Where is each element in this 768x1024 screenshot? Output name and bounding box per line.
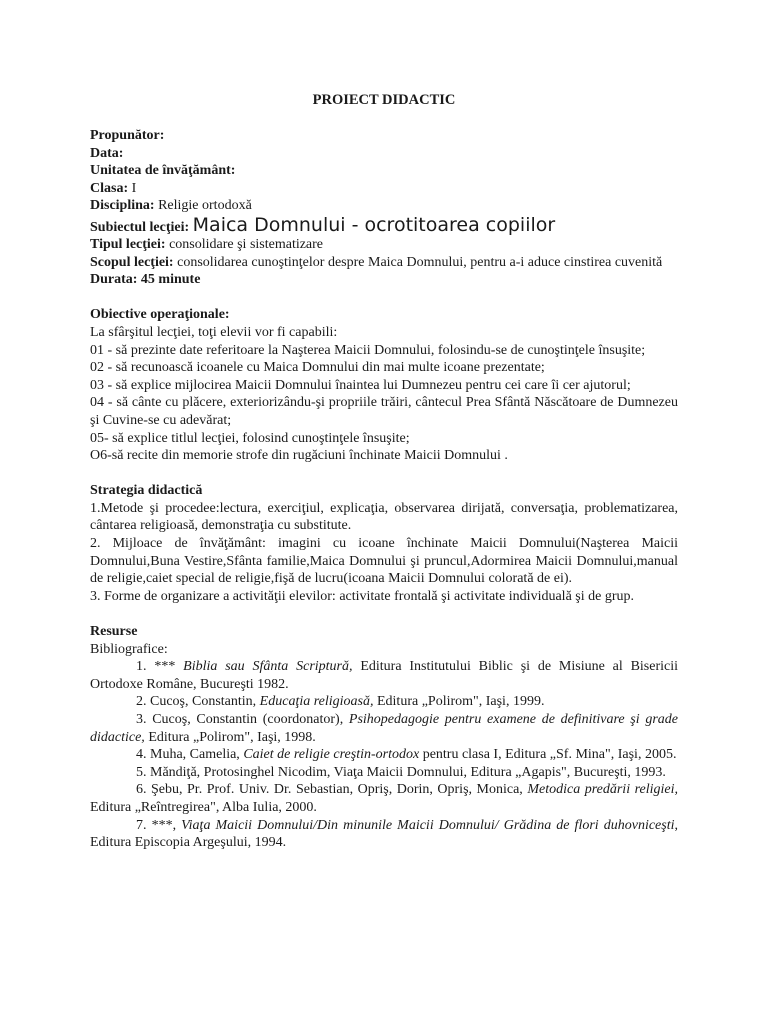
unitatea-label: Unitatea de învăţământ: bbox=[90, 163, 236, 179]
objective-item: 01 - să prezinte date referitoare la Naşterea Maicii Domnului, folosindu-se de cunoştinţele însuşite; bbox=[90, 342, 646, 358]
bibliography-item: 3. Cucoş, Constantin (coordonator), Psihopedagogie pentru examene de definitivare şi grade didactice, Editura „Polirom", Iaşi, 1998. bbox=[90, 712, 678, 745]
strategy-item: 2. Mijloace de învăţământ: imagini cu icoane închinate Maicii Domnului(Naşterea Maicii Domnului,Buna Vestire,Sfânta familie,Maica Domnului şi pruncul,Adormirea Maicii Domnului,manual de religie,caiet special de religie,fişă de lucru(icoana Maicii Domnului colorată de ei). bbox=[90, 536, 678, 587]
strategy-item: 3. Forme de organizare a activităţii elevilor: activitate frontală şi activitate individuală şi de grup. bbox=[90, 588, 634, 604]
strategy-item: 1.Metode şi procedee:lectura, exerciţiul, explicaţia, observarea dirijată, conversaţia, problematizarea, cântarea religioasă, demonstraţia cu substitute. bbox=[90, 500, 678, 534]
resources-subheading: Bibliografice: bbox=[90, 641, 168, 657]
objective-item: O6-să recite din memorie strofe din rugăciuni închinate Maicii Domnului . bbox=[90, 448, 508, 464]
objectives-intro: La sfârşitul lecţiei, toţi elevii vor fi capabili: bbox=[90, 324, 338, 340]
document-body bbox=[90, 127, 678, 852]
propunator-label: Propunător: bbox=[90, 128, 165, 143]
objectives-heading: Obiective operaţionale: bbox=[90, 307, 230, 323]
bibliography-item: 4. Muha, Camelia, Caiet de religie creştin-ortodox pentru clasa I, Editura „Sf. Mina", Iaşi, 2005. bbox=[136, 747, 677, 763]
bibliography-item: 7. ***, Viaţa Maicii Domnului/Din minunile Maicii Domnului/ Grădina de flori duhovniceşti, Editura Episcopia Argeşului, 1994. bbox=[90, 817, 679, 851]
document-title: PROIECT DIDACTIC bbox=[312, 92, 456, 108]
lesson-subject: Maica Domnului - ocrotitoarea copiilor bbox=[192, 213, 556, 236]
scop-line: Scopul lecţiei: consolidarea cunoştinţelor despre Maica Domnului, pentru a-i aduce cinstirea cuvenită bbox=[90, 254, 663, 270]
data-label: Data: bbox=[90, 145, 124, 161]
objective-item: 05- să explice titlul lecţiei, folosind cunoştinţele însuşite; bbox=[90, 430, 410, 446]
objective-item: 02 - să recunoască icoanele cu Maica Domnului din mai multe icoane prezentate; bbox=[90, 360, 545, 376]
tip-line: Tipul lecţiei: consolidare şi sistematizare bbox=[90, 236, 324, 252]
objective-item: 04 - să cânte cu plăcere, exteriorizându-şi propriile trăiri, cântecul Prea Sfântă Născătoare de Dumnezeu şi Cuvine-se cu adevărat; bbox=[90, 395, 678, 428]
clasa-line: Clasa: I bbox=[90, 180, 137, 196]
subiect-line: Subiectul lecţiei: Maica Domnului - ocrotitoarea copiilor bbox=[90, 213, 556, 236]
disciplina-line: Disciplina: Religie ortodoxă bbox=[90, 198, 252, 214]
bibliography-item: 2. Cucoş, Constantin, Educaţia religioasă, Editura „Polirom", Iaşi, 1999. bbox=[136, 694, 545, 710]
strategy-heading: Strategia didactică bbox=[90, 483, 203, 499]
bibliography-item: 6. Şebu, Pr. Prof. Univ. Dr. Sebastian, Opriş, Dorin, Opriş, Monica, Metodica predării religiei, Editura „Reîntregirea", Alba Iulia, 2000. bbox=[90, 782, 679, 815]
durata-line: Durata: 45 minute bbox=[90, 272, 201, 288]
objective-item: 03 - să explice mijlocirea Maicii Domnului înaintea lui Dumnezeu pentru cei care îi cer ajutorul; bbox=[90, 377, 631, 393]
bibliography-item: 1. *** Biblia sau Sfânta Scriptură, Editura Institutului Biblic şi de Misiune al Bisericii Ortodoxe Române, Bucureşti 1982. bbox=[90, 659, 679, 692]
resources-heading: Resurse bbox=[90, 624, 138, 640]
bibliography-item: 5. Măndiţă, Protosinghel Nicodim, Viaţa Maicii Domnului, Editura „Agapis", Bucureşti, 1993. bbox=[136, 764, 666, 780]
